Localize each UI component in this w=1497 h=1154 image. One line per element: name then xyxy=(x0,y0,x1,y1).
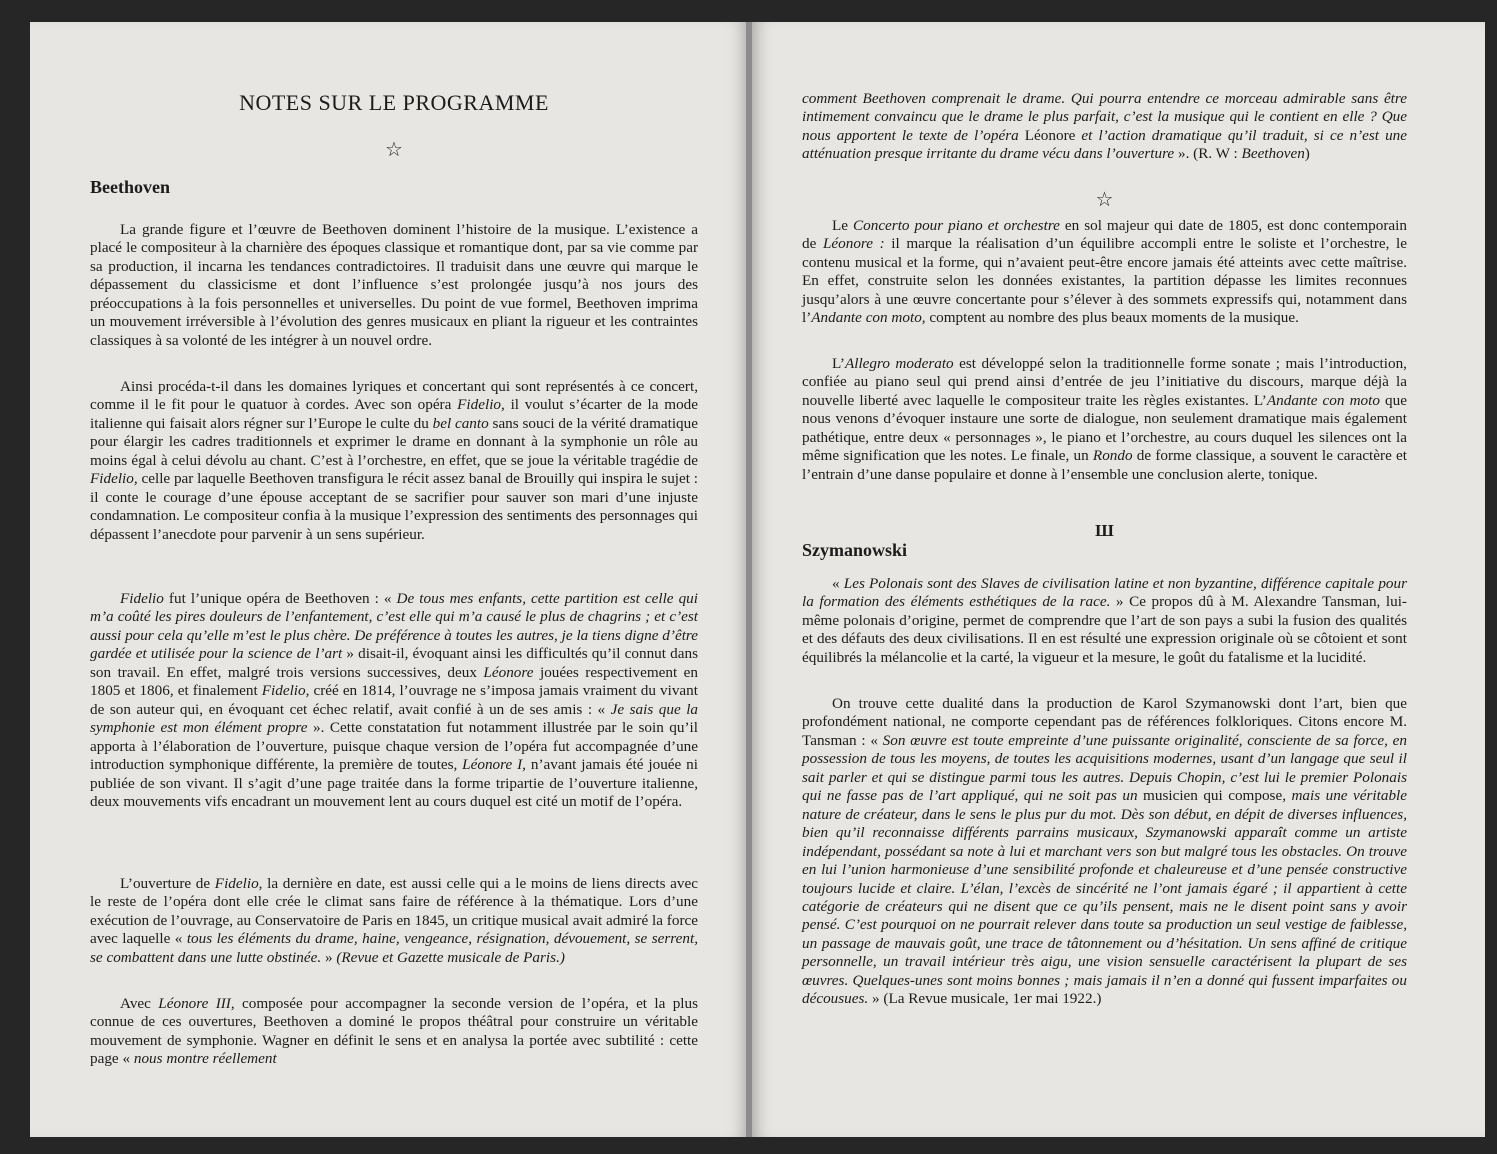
text-run: en sol majeur qui date de 1805, est donc contemporain de xyxy=(802,217,1407,253)
text-run: celle par laquelle Beethoven transfigura le récit assez banal de Brouilly qui inspira le sujet : il conte le courage d’une épouse acceptant de se sacrifier pour sauver son mari d’une injuste condamnation. Le compositeur confia à la musique l’expression des sentiments des personnages qui dépassent l’anecdote pour parvenir à un sens supérieur. xyxy=(90,470,698,543)
italic-text-run: Léonore xyxy=(483,663,534,681)
italic-text-run: comment Beethoven comprenait le drame. Qui pourra entendre ce morceau admirable sans être intimement convaincu que le drame le plus parfait, c’est la musique qui le contient en elle ? Que nous apportent le texte de l’opéra xyxy=(802,90,1407,144)
italic-text-run: De tous mes enfants, cette partition est celle qui m’a coûté les pires douleurs de l’enfantement, c’est elle qui m’a causé le plus de chagrins ; et c’est aussi pour cela qu’elle m’est le plus chère. De préférence à toutes les autres, je la tiens digne d’être gardée et utilisée pour la science de l’art xyxy=(90,590,698,663)
section-heading-szymanowski: Szymanowski xyxy=(802,540,908,560)
paragraph xyxy=(90,590,698,811)
text-run: On trouve cette dualité dans la production de Karol Szymanowski dont l’art, bien que profondément national, ne comporte cependant pas de références folkloriques. Citons encore M. Tansman : « xyxy=(802,695,1407,749)
italic-text-run: nous montre réellement xyxy=(133,1050,277,1068)
text-run: comptent au nombre des plus beaux moments de la musique. xyxy=(925,309,1299,327)
italic-text-run: Léonore III, xyxy=(158,995,235,1012)
paragraph xyxy=(90,221,698,350)
italic-text-run: Andante con moto xyxy=(1266,391,1380,409)
text-run: Le xyxy=(832,217,853,234)
text-run: musicien qui compose, xyxy=(1137,787,1292,805)
paragraph xyxy=(90,875,698,967)
text-run: fut l’unique opéra de Beethoven : « xyxy=(163,590,397,607)
italic-text-run: Rondo xyxy=(1092,447,1133,465)
text-run: il marque la réalisation d’un équilibre accompli entre le soliste et l’orchestre, le contenu musical et la forme, qui n’avaient peut-être encore jamais été atteints avec cette maîtrise. En effet, construite selon les données existantes, la partition dépasse les limites reconnues jusqu’alors à une œuvre concertante pour s’élever à des sommets expressifs qui, notamment dans l’ xyxy=(802,235,1407,327)
italic-text-run: Léonore I, xyxy=(462,756,526,774)
italic-text-run: mais une véritable nature de créateur, dans le sens le plus pur du mot. Dès son début, en dépit de diverses influences, bien qu’il reconnaisse différents parrains musicaux, Szymanowski apparaît comme un artiste indépendant, possédant sa note à lui et marchant vers son but malgré tous les obstacles. On trouve en lui l’union harmonieuse d’une sensibilité profonde et chaleureuse et d’une pensée constructive toujours lucide et claire. L’élan, l’excès de sincérité ne l’ont jamais égaré ; il appartient à cette catégorie de créateurs qui ne disent que ce qu’ils pensent, mais ne le disent point sans y avoir pensé. C’est pourquoi on ne pourrait relever dans toute sa production un seul vestige de faiblesse, un passage de mauvais goût, une trace de tâtonnement ou d’hésitation. Un sens affiné de critique personnelle, un travail intérieur très aigu, une vision sensuelle caractérisent la plupart de ses œuvres. Quelques-unes sont moins bonnes ; mais jamais il n’en a donné qui fussent imparfaites ou décousues. xyxy=(802,787,1407,1008)
italic-text-run: Allegro moderato xyxy=(844,355,954,372)
right-page xyxy=(752,22,1485,1137)
text-run: » (La Revue musicale, 1er mai 1922.) xyxy=(868,990,1102,1008)
text-run: ». (R. W : xyxy=(1174,145,1242,163)
text-run: ». Cette constatation fut notamment illustrée par le soin qu’il apporta à l’élaboration de l’ouverture, puisque chaque version de l’opéra fut accompagnée d’une introduction symphonique différente, la première de toutes, xyxy=(90,719,698,774)
paragraph xyxy=(802,575,1407,667)
paragraph xyxy=(90,378,698,544)
italic-text-run: Fidelio, xyxy=(457,396,505,414)
text-run: Léonore xyxy=(1024,126,1076,144)
star-ornament-icon: ☆ xyxy=(1095,189,1114,211)
italic-text-run: Concerto pour piano et orchestre xyxy=(853,217,1060,234)
section-heading-beethoven: Beethoven xyxy=(90,177,170,197)
text-run: Ainsi procéda-t-il dans les domaines lyriques et concertant qui sont représentés à ce concert, comme il le fit pour le quatuor à cordes. Avec son opéra xyxy=(90,378,698,414)
paragraph xyxy=(802,217,1407,328)
text-run: créé en 1814, l’ouvrage ne s’imposa jamais vraiment du vivant de son auteur qui, en évoquant cet échec relatif, avait confié à un de ses amis : « xyxy=(90,682,698,718)
text-run: La grande figure et l’œuvre de Beethoven dominent l’histoire de la musique. L’existence a placé le compositeur à la charnière des époques classique et romantique dont, par sa vie comme par sa production, il incarna les tendances contradictoires. Il traduisit dans une œuvre qui marque le dépassement du classicisme et dont l’influence s’est prolongée jusqu’à nos jours des préoccupations à la fois personnelles et universelles. Du point de vue formel, Beethoven imprima un mouvement irréversible à l’évolution des genres musicaux en pliant la rigueur et les contraintes classiques à sa volonté de les intégrer à un nouvel ordre. xyxy=(90,221,698,349)
paragraph xyxy=(802,695,1407,1009)
italic-text-run: Fidelio xyxy=(120,590,164,607)
italic-text-run: Beethoven xyxy=(1241,145,1305,163)
italic-text-run: Fidelio, xyxy=(90,470,138,488)
text-run: L’ouverture de xyxy=(120,875,215,892)
italic-text-run: Fidelio, xyxy=(261,682,310,700)
text-run: » Ce propos dû à M. Alexandre Tansman, lui-même polonais d’origine, permet de comprendre que l’art de son pays a subi la fusion des qualités et des défauts des deux civilisations. Il en est résulté une expression originale où se côtoient et sont équilibrés la mélancolie et la carté, la vigueur et la mesure, le goût du fatalisme et la lucidité. xyxy=(802,593,1407,666)
paragraph xyxy=(802,355,1407,484)
text-run: » disait-il, évoquant ainsi les difficultés qu’il connut dans son travail. En effet, malgré trois versions successives, deux xyxy=(90,645,698,681)
italic-text-run: Je sais que la symphonie est mon élément propre xyxy=(90,700,699,737)
text-run: ) xyxy=(1304,145,1310,163)
star-ornament-icon: ☆ xyxy=(385,139,403,161)
italic-text-run: tous les éléments du drame, haine, vengeance, résignation, dévouement, se serrent, se combattent dans une lutte obstinée. xyxy=(90,930,698,966)
text-run: la dernière en date, est aussi celle qui a le moins de liens directs avec le reste de l’opéra dont elle crée le climat sans faire de référence à la thématique. Lors d’une exécution de l’ouvrage, au Conservatoire de Paris en 1845, un critique musical avait admiré la force avec laquelle « xyxy=(90,875,698,948)
paragraph xyxy=(90,995,698,1069)
text-run: « xyxy=(832,575,844,592)
text-run: que nous venons d’évoquer instaure une sorte de dialogue, non seulement dramatique mais également pathétique, entre deux « personnages », le piano et l’orchestre, au cours duquel les silences ont la même signification que les notes. Le finale, un xyxy=(802,391,1407,465)
text-run: composée pour accompagner la seconde version de l’opéra, et la plus connue de ces ouvertures, Beethoven a dominé le propos théâtral pour construire un véritable mouvement de symphonie. Wagner en définit le sens et en analysa la portée avec subtilité : cette page « xyxy=(90,995,699,1068)
book-spread xyxy=(30,22,1485,1137)
text-run: il voulut s’écarter de la mode italienne qui faisait alors régner sur l’Europe le culte du xyxy=(90,396,698,432)
text-run: jouées respectivement en 1805 et 1806, et finalement xyxy=(90,663,699,700)
italic-text-run: et l’action dramatique qu’il traduit, si ce n’est une atténuation presque irritante du drame vécu dans l’ouverture xyxy=(802,126,1408,163)
text-run: est développé selon la traditionnelle forme sonate ; mais l’introduction, confiée au piano seul qui prend ainsi d’entrée de jeu l’initiative du discours, marque déjà la nouvelle liberté avec laquelle le compositeur traite les règles existantes. L’ xyxy=(802,355,1407,409)
text-run: sans souci de la vérité dramatique pour élargir les cadres traditionnels et exprimer le drame en donnant à la symphonie un rôle au moins égal à celui dévolu au chant. C’est à l’orchestre, en effet, que se joue la véritable tragédie de xyxy=(90,414,698,469)
italic-text-run: Les Polonais sont des Slaves de civilisation latine et non byzantine, différence capitale pour la formation des éléments esthétiques de la race. xyxy=(802,575,1408,611)
text-run: L’ xyxy=(832,355,845,372)
ornament-dingbat-icon: Ш xyxy=(1095,521,1114,540)
italic-text-run: (Revue et Gazette musicale de Paris.) xyxy=(336,948,565,966)
left-page xyxy=(30,22,748,1137)
italic-text-run: Son œuvre est toute empreinte d’une puissante originalité, consciente de sa force, en possession de tous les moyens, de toutes les acquisitions modernes, usant d’un langage que seul il sait parler et qui se distingue parmi tous les autres. Depuis Chopin, c’est lui le premier Polonais qui ne fasse pas de l’art appliqué, qui ne soit pas un xyxy=(802,731,1407,805)
italic-text-run: Léonore : xyxy=(822,235,885,253)
italic-text-run: bel canto xyxy=(432,414,489,432)
text-run: Avec xyxy=(120,995,159,1012)
text-run: n’avant jamais été jouée ni publiée de son vivant. Il s’agit d’une page traitée dans la forme tripartie de l’ouverture italienne, deux mouvements vifs encadrant un mouvement lent au cours duquel est cité un motif de l’opéra. xyxy=(90,756,698,810)
italic-text-run: Fidelio, xyxy=(214,875,263,892)
text-run: de forme classique, a souvent le caractère et l’entrain d’une danse populaire et donne à l’ensemble une conclusion alerte, tonique. xyxy=(802,447,1407,483)
paragraph xyxy=(802,90,1407,164)
italic-text-run: Andante con moto, xyxy=(811,309,926,327)
text-run: » xyxy=(321,948,337,966)
page-title: NOTES SUR LE PROGRAMME xyxy=(239,90,549,115)
